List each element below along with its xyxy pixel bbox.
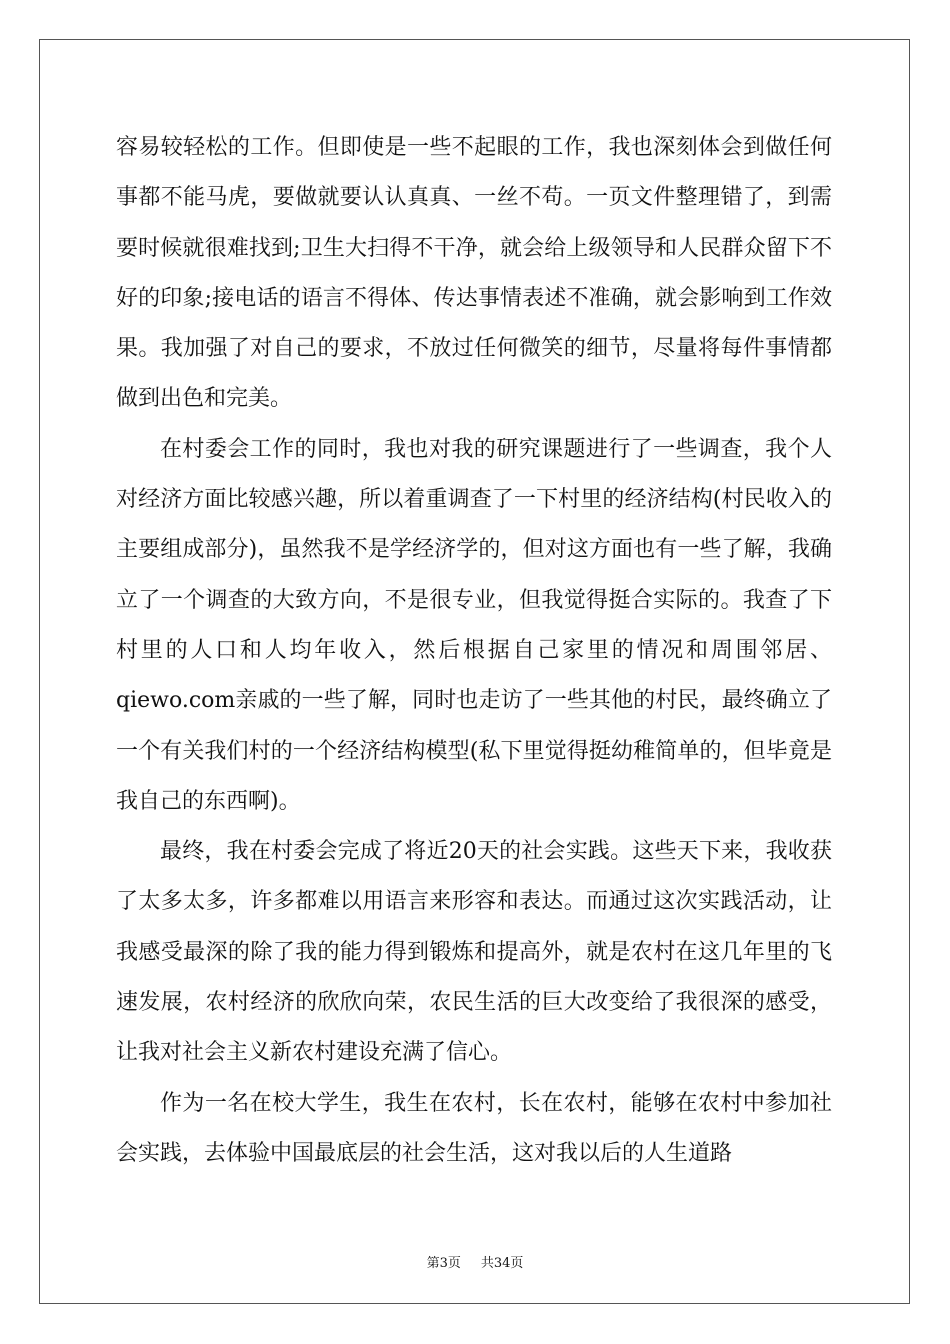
page-number: 第3页 xyxy=(426,1256,461,1271)
total-pages: 共34页 xyxy=(480,1256,524,1271)
paragraph-2: 在村委会工作的同时，我也对我的研究课题进行了一些调查，我个人对经济方面比较感兴趣，所以着重调查了一下村里的经济结构(村民收入的主要组成部分)，虽然我不是学经济学的，但对这方面也有一些了解，我确立了一个调查的大致方向，不是很专业，但我觉得挺合实际的。我查了下村里的人口和人均年收入，然后根据自己家里的情况和周围邻居、qiewo.com亲戚的一些了解，同时也走访了一些其他的村民，最终确立了一个有关我们村的一个经济结构模型(私下里觉得挺幼稚简单的，但毕竟是我自己的东西啊)。 xyxy=(116,436,832,814)
paragraph-3: 最终，我在村委会完成了将近20天的社会实践。这些天下来，我收获了太多太多，许多都难以用语言来形容和表达。而通过这次实践活动，让我感受最深的除了我的能力得到锻炼和提高外，就是农村在这几年里的飞速发展，农村经济的欣欣向荣，农民生活的巨大改变给了我很深的感受，让我对社会主义新农村建设充满了信心。 xyxy=(116,839,832,1066)
paragraph-4: 作为一名在校大学生，我生在农村，长在农村，能够在农村中参加社会实践，去体验中国最底层的社会生活，这对我以后的人生道路 xyxy=(116,1090,832,1166)
paragraph-1: 容易较轻松的工作。但即使是一些不起眼的工作，我也深刻体会到做任何事都不能马虎，要做就要认认真真、一丝不苟。一页文件整理错了，到需要时候就很难找到;卫生大扫得不干净，就会给上级领导和人民群众留下不好的印象;接电话的语言不得体、传达事情表述不准确，就会影响到工作效果。我加强了对自己的要求，不放过任何微笑的细节，尽量将每件事情都做到出色和完美。 xyxy=(116,135,832,412)
page-footer xyxy=(0,1252,950,1271)
document-body xyxy=(116,123,832,1179)
